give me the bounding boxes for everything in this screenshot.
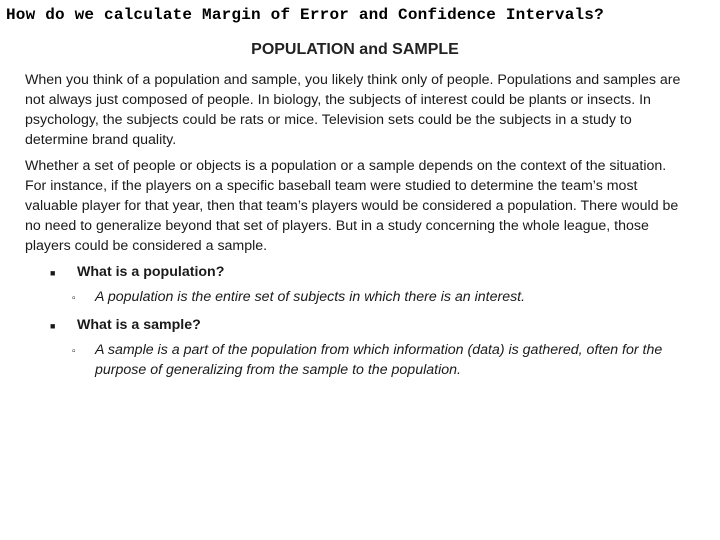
- definition-list: [25, 262, 685, 380]
- answer-text: A sample is a part of the population from which information (data) is gathered, often for the purpose of generalizing from the sample to the population.: [95, 342, 663, 378]
- square-bullet-icon: ■: [50, 321, 56, 331]
- definition-item-sample: [25, 315, 685, 380]
- question-text: What is a population?: [77, 264, 225, 280]
- paragraph-context: Whether a set of people or objects is a population or a sample depends on the context of the situation. For instance, if the players on a specific baseball team were studied to determine the team’s most valuable player for that year, then that team’s players would be considered a population. There would be no need to generalize beyond that set of players. But in a study concerning the whole league, those players could be considered a sample.: [25, 158, 679, 254]
- document-excerpt: [25, 40, 685, 386]
- definition-item-population: [25, 262, 685, 309]
- hollow-square-bullet-icon: ▫: [72, 293, 76, 304]
- bullet-question: [50, 262, 685, 283]
- answer-text: A population is the entire set of subjects in which there is an interest.: [95, 289, 526, 305]
- document-heading: POPULATION and SAMPLE: [251, 41, 459, 58]
- hollow-square-bullet-icon: ▫: [72, 346, 76, 357]
- bullet-question: [50, 315, 685, 336]
- sub-bullet-answer: [72, 340, 685, 380]
- paragraph-population-sample-intro: When you think of a population and sample, you likely think only of people. Populations and samples are not always just composed of people. In biology, the subjects of interest could be plants or insects. In psychology, the subjects could be rats or mice. Television sets could be the subjects in a study to determine brand quality.: [25, 72, 681, 148]
- slide-title: How do we calculate Margin of Error and Confidence Intervals?: [6, 6, 604, 24]
- sub-bullet-answer: [72, 287, 685, 309]
- question-text: What is a sample?: [77, 317, 201, 333]
- square-bullet-icon: ■: [50, 268, 56, 278]
